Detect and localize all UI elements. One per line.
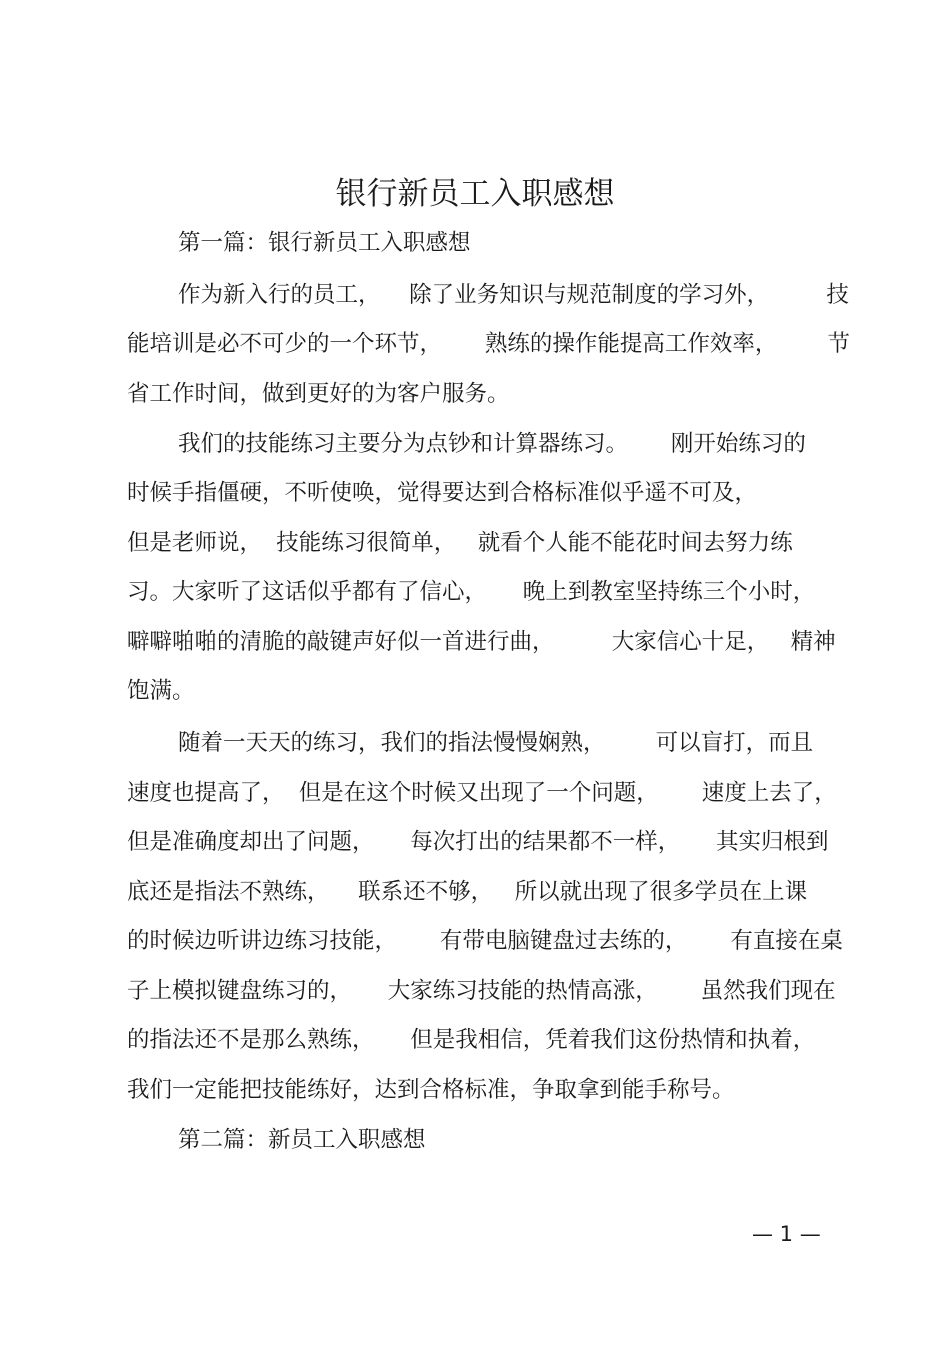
body-line: 作为新入行的员工， 除了业务知识与规范制度的学习外， 技 bbox=[178, 282, 849, 308]
section-heading-2: 第二篇：新员工入职感想 bbox=[178, 1127, 426, 1153]
body-line: 饱满。 bbox=[127, 678, 195, 704]
document-title: 银行新员工入职感想 bbox=[335, 176, 615, 212]
body-line: 但是老师说， 技能练习很简单， 就看个人能不能花时间去努力练 bbox=[127, 530, 793, 556]
body-line: 噼噼啪啪的清脆的敲键声好似一首进行曲， 大家信心十足， 精神 bbox=[127, 629, 836, 655]
body-line: 的指法还不是那么熟练， 但是我相信，凭着我们这份热情和执着， bbox=[127, 1027, 816, 1053]
body-line: 的时候边听讲边练习技能， 有带电脑键盘过去练的， 有直接在桌 bbox=[127, 928, 843, 954]
section-heading-1: 第一篇：银行新员工入职感想 bbox=[178, 230, 471, 256]
body-line: 习。大家听了这话似乎都有了信心， 晚上到教室坚持练三个小时， bbox=[127, 579, 816, 605]
page-number: — 1 — bbox=[752, 1222, 821, 1246]
body-line: 省工作时间，做到更好的为客户服务。 bbox=[127, 381, 510, 407]
body-line: 但是准确度却出了问题， 每次打出的结果都不一样， 其实归根到 bbox=[127, 829, 829, 855]
body-line: 时候手指僵硬，不听使唤，觉得要达到合格标准似乎遥不可及， bbox=[127, 480, 758, 506]
body-line: 我们一定能把技能练好，达到合格标准，争取拿到能手称号。 bbox=[127, 1077, 735, 1103]
body-line: 子上模拟键盘练习的， 大家练习技能的热情高涨， 虽然我们现在 bbox=[127, 978, 836, 1004]
body-line: 底还是指法不熟练， 联系还不够， 所以就出现了很多学员在上课 bbox=[127, 879, 808, 905]
body-line: 随着一天天的练习，我们的指法慢慢娴熟， 可以盲打，而且 bbox=[178, 730, 814, 756]
body-line: 速度也提高了， 但是在这个时候又出现了一个问题， 速度上去了， bbox=[127, 780, 837, 806]
body-line: 能培训是必不可少的一个环节， 熟练的操作能提高工作效率， 节 bbox=[127, 331, 850, 357]
body-line: 我们的技能练习主要分为点钞和计算器练习。 刚开始练习的 bbox=[178, 431, 806, 457]
